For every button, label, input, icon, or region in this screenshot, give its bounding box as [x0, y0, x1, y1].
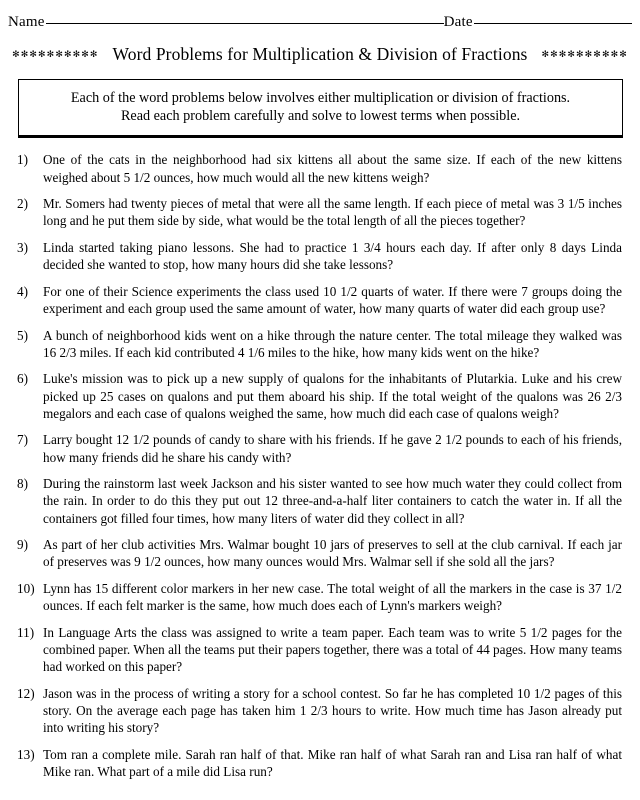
- problem-text: Larry bought 12 1/2 pounds of candy to share with his friends. If he gave 2 1/2 pounds to each of his friends, how many friends did he share his candy with?: [43, 432, 622, 465]
- problem-text: As part of her club activities Mrs. Walmar bought 10 jars of preserves to sell at the club carnival. If each jar of preserves was 9 1/2 ounces, how many ounces would Mrs. Walmar sell if she sold all the jars?: [43, 537, 622, 570]
- left-ornament-icon: ✻✻✻✻✻✻✻✻✻✻: [12, 50, 99, 60]
- problem-number: 11): [17, 624, 35, 640]
- problem-number: 10): [17, 580, 35, 596]
- problem-number: 8): [17, 476, 28, 492]
- problem-text: One of the cats in the neighborhood had six kittens all about the same size. If each of the new kittens weighed about 5 1/2 ounces, how much would all the new kittens weigh?: [43, 152, 622, 185]
- problem-list: [8, 151, 632, 780]
- problem-text: A bunch of neighborhood kids went on a hike through the nature center. The total mileage they walked was 16 2/3 miles. If each kid contributed 4 1/6 miles to the hike, how many kids went on the hike?: [43, 327, 622, 360]
- problem-number: 4): [17, 283, 28, 299]
- problem-item: [16, 327, 622, 361]
- problem-text: Tom ran a complete mile. Sarah ran half of that. Mike ran half of what Sarah ran and Lisa ran half of what Mike ran. What part of a mile did Lisa run?: [43, 746, 622, 779]
- date-input-line[interactable]: [474, 23, 632, 24]
- problem-number: 6): [17, 371, 28, 387]
- problem-number: 3): [17, 239, 28, 255]
- instructions-box: [18, 79, 623, 138]
- name-input-line[interactable]: [46, 23, 444, 24]
- problem-number: 2): [17, 196, 28, 212]
- problem-item: [16, 239, 622, 273]
- problem-item: [16, 624, 622, 675]
- problem-text: Lynn has 15 different color markers in her new case. The total weight of all the markers in the case is 37 1/2 ounces. If each felt marker is the same, how much does each of Lynn's markers weigh?: [43, 580, 622, 614]
- problem-item: [16, 685, 622, 736]
- problem-number: 1): [17, 152, 28, 168]
- name-date-row: [8, 0, 632, 31]
- problem-number: 13): [17, 746, 35, 762]
- problem-number: 5): [17, 327, 28, 343]
- problem-number: 9): [17, 537, 28, 553]
- problem-number: 7): [17, 432, 28, 448]
- problem-text: Luke's mission was to pick up a new supply of qualons for the inhabitants of Plutarkia. Luke and his crew picked up 25 cases on qualons and put them aboard his ship. If the total weight of the qualons was 26 2/3 megalors and each case of qualons weighed the same, how much did each case of qualons weigh?: [43, 371, 622, 421]
- instructions-line-2: Read each problem carefully and solve to lowest terms when possible.: [120, 108, 521, 125]
- problem-item: [16, 536, 622, 570]
- problem-text: For one of their Science experiments the class used 10 1/2 quarts of water. If there were 7 groups doing the experiment and each group used the same amount of water, how many quarts of water did each group use?: [43, 283, 622, 316]
- problem-text: Linda started taking piano lessons. She had to practice 1 3/4 hours each day. If after only 8 days Linda decided she wanted to stop, how many hours did she take lessons?: [43, 239, 622, 273]
- problem-item: [16, 151, 622, 185]
- problem-item: [16, 580, 622, 614]
- problem-number: 12): [17, 685, 35, 701]
- problem-item: [16, 370, 622, 421]
- problem-text: Jason was in the process of writing a story for a school contest. So far he has completed 10 1/2 pages of this story. On the average each page has taken him 1 2/3 hours to write. How much time has Jason already put into writing his story?: [43, 685, 622, 736]
- problem-item: [16, 195, 622, 229]
- date-label: Date: [443, 14, 473, 30]
- page-title: Word Problems for Multiplication & Division of Fractions: [112, 44, 528, 64]
- problem-text: During the rainstorm last week Jackson and his sister wanted to see how much water they could collect from the rain. In order to do this they put out 12 three-and-a-half liter containers to catch the water in. If all the containers got filled four times, how many liters of water did they collect in all?: [43, 476, 622, 526]
- problem-text: In Language Arts the class was assigned to write a team paper. Each team was to write 5 1/2 pages for the combined paper. When all the teams put their papers together, there was a total of 44 pages. How many teams had worked on this paper?: [43, 624, 622, 675]
- right-ornament-icon: ✻✻✻✻✻✻✻✻✻✻: [541, 50, 628, 60]
- problem-item: [16, 475, 622, 526]
- problem-text: Mr. Somers had twenty pieces of metal that were all the same length. If each piece of metal was 3 1/5 inches long and he put them side by side, what would be the total length of all the pieces together?: [43, 196, 622, 229]
- instructions-line-1: Each of the word problems below involves either multiplication or division of fractions.: [70, 90, 571, 106]
- problem-item: [16, 746, 622, 780]
- name-label: Name: [8, 14, 45, 30]
- title-row: [8, 44, 632, 65]
- problem-item: [16, 283, 622, 317]
- problem-item: [16, 431, 622, 465]
